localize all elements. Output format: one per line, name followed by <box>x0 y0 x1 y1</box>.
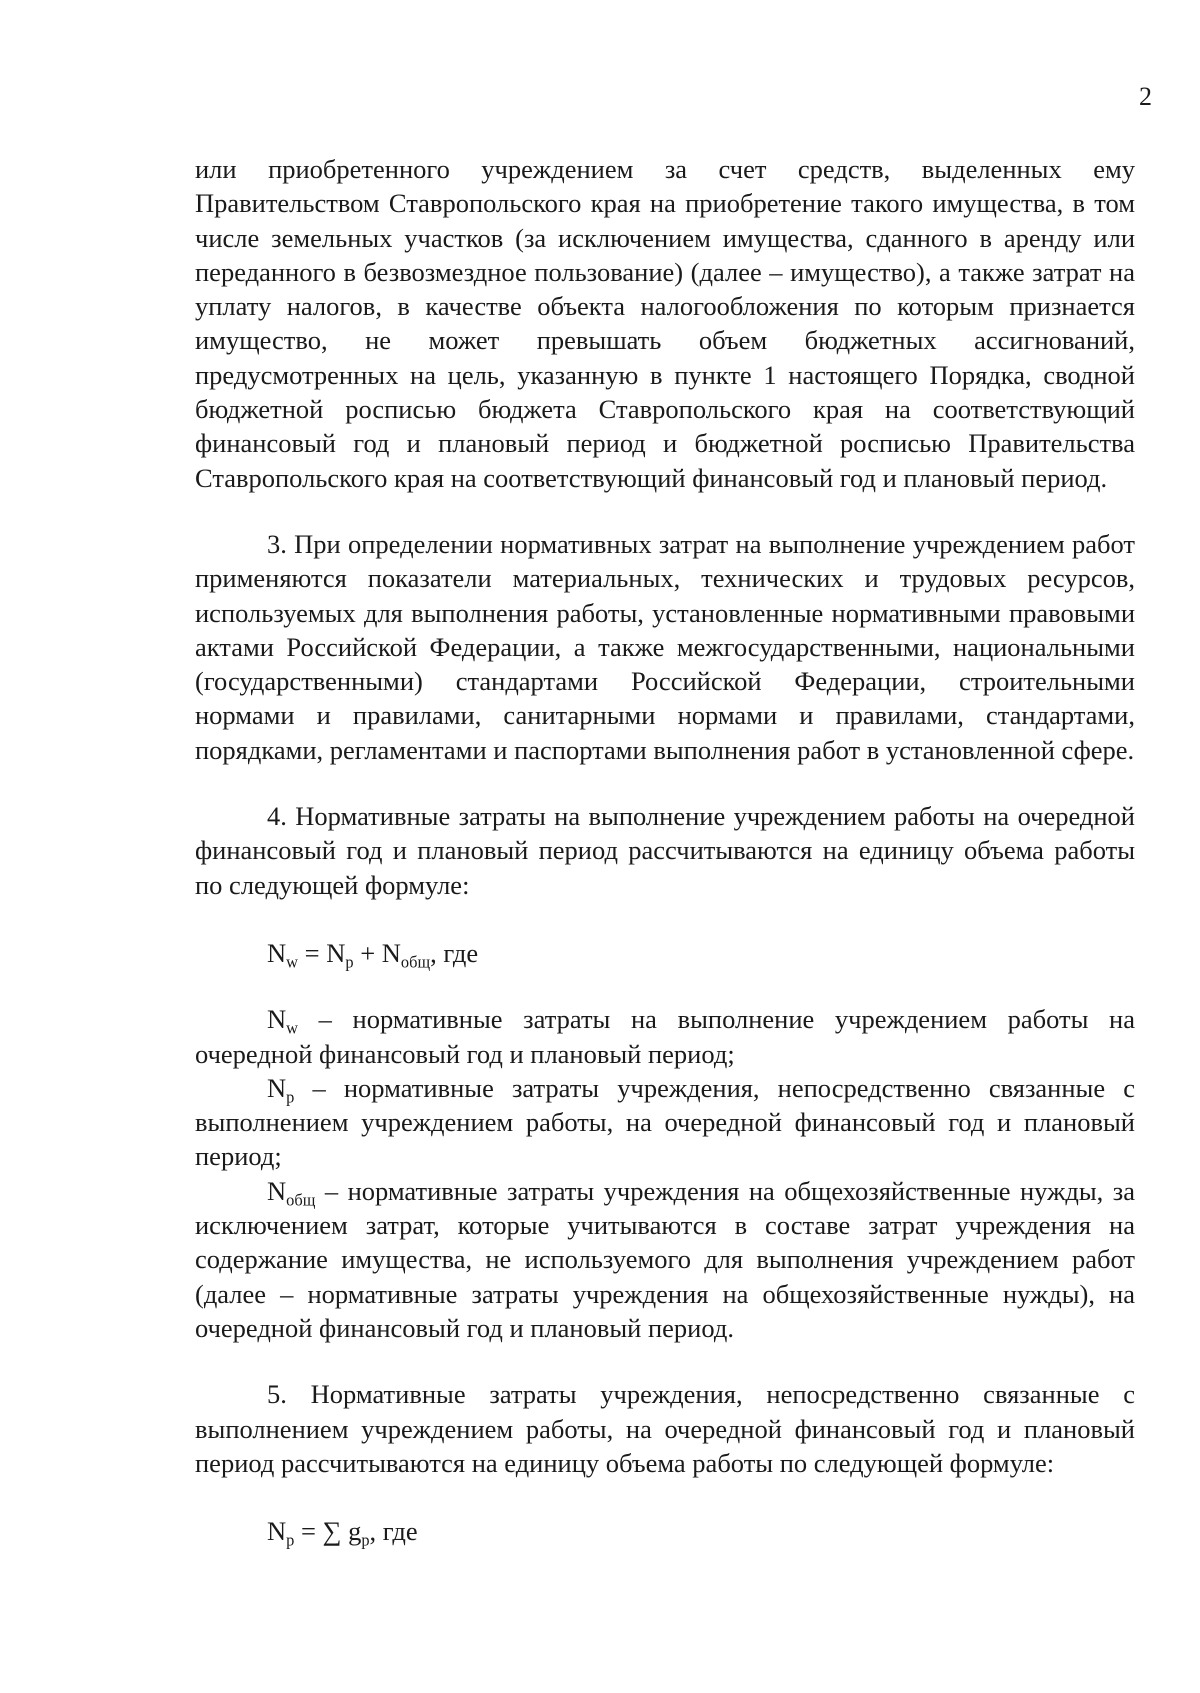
definition-text: – нормативные затраты на выполнение учреждением работы на очередной финансовый год и плановый период; <box>195 1004 1135 1069</box>
definition-subscript: w <box>286 1018 298 1038</box>
definition-subscript: p <box>286 1087 295 1107</box>
formula-subscript: p <box>286 1530 295 1550</box>
formula-symbol: N <box>381 937 401 968</box>
paragraph-3: 3. При определении нормативных затрат на выполнение учреждением работ применяются показатели материальных, технических и трудовых ресурсов, используемых для выполнения работы, установленные нормативными правовыми актами Российской Федерации, а также межгосударственными, национальными (государственными) стандартами Российской Федерации, строительными нормами и правилами, санитарными нормами и правилами, стандартами, порядками, регламентами и паспортами выполнения работ в установленной сфере. <box>195 528 1135 765</box>
formula-subscript: p <box>361 1530 370 1550</box>
formula-subscript: p <box>345 952 354 972</box>
formula-symbol: N <box>267 1516 287 1547</box>
formula-tail: , где <box>430 937 479 968</box>
paragraph-continuation: или приобретенного учреждением за счет средств, выделенных ему Правительством Ставропольского края на приобретение такого имущества, в том числе земельных участков (за исключением имущества, сданного в аренду или переданного в безвозмездное пользование) (далее – имущество), а также затрат на уплату налогов, в качестве объекта налогообложения по которым признается имущество, не может превышать объем бюджетных ассигнований, предусмотренных на цель, указанную в пункте 1 настоящего Порядка, сводной бюджетной росписью бюджета Ставропольского края на соответствующий финансовый год и плановый период и бюджетной росписью Правительства Ставропольского края на соответствующий финансовый год и плановый период. <box>195 154 1135 493</box>
definition-symbol: N <box>267 1175 287 1206</box>
formula-tail: , где <box>369 1516 418 1547</box>
formula-np <box>267 1514 1135 1548</box>
paragraph-4: 4. Нормативные затраты на выполнение учреждением работы на очередной финансовый год и плановый период рассчитываются на единицу объема работы по следующей формуле: <box>195 801 1135 900</box>
definition-symbol: N <box>267 1072 287 1103</box>
definition-subscript: общ <box>286 1189 316 1209</box>
paragraph-5: 5. Нормативные затраты учреждения, непосредственно связанные с выполнением учреждением работы, на очередной финансовый год и плановый период рассчитываются на единицу объема работы по следующей формуле: <box>195 1379 1135 1478</box>
formula-symbol: N <box>326 937 346 968</box>
formula-operator: + <box>353 937 382 968</box>
formula-symbol: g <box>348 1516 362 1547</box>
document-body <box>195 152 1135 1580</box>
definition-nw <box>195 1002 1135 1071</box>
definition-text: – нормативные затраты учреждения на общехозяйственные нужды, за исключением затрат, которые учитываются в составе затрат учреждения на содержание имущества, не используемого для выполнения учреждением работ (далее – нормативные затраты учреждения на общехозяйственные нужды), на очередной финансовый год и плановый период. <box>195 1175 1135 1343</box>
formula-operator: = <box>298 937 327 968</box>
formula-operator: = ∑ <box>294 1516 349 1547</box>
page-number: 2 <box>1139 82 1152 111</box>
definition-np <box>195 1071 1135 1174</box>
definition-symbol: N <box>267 1004 287 1035</box>
formula-subscript: общ <box>400 952 431 972</box>
formula-subscript: w <box>286 952 298 972</box>
formula-symbol: N <box>267 937 287 968</box>
formula-nw <box>267 936 1135 970</box>
definition-nobshch <box>195 1174 1135 1345</box>
definition-text: – нормативные затраты учреждения, непосредственно связанные с выполнением учреждением работы, на очередной финансовый год и плановый период; <box>195 1072 1135 1172</box>
